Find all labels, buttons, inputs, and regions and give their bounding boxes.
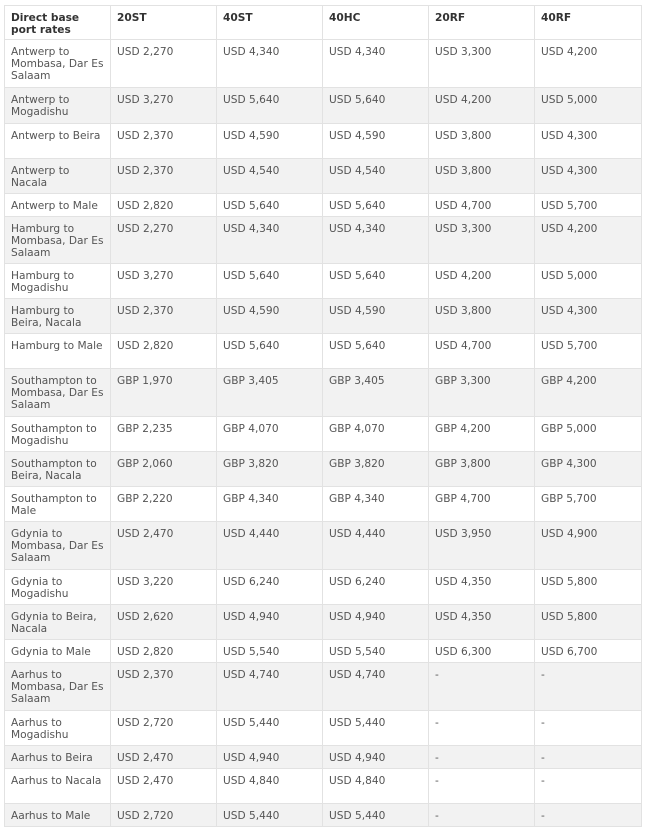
route-cell: Southampton to Beira, Nacala (5, 452, 111, 487)
route-cell: Antwerp to Mogadishu (5, 88, 111, 124)
rate-40rf-cell: - (535, 663, 642, 711)
rate-20rf-cell: USD 4,200 (429, 264, 535, 299)
rate-40st-cell: USD 5,640 (217, 88, 323, 124)
rate-20st-cell: USD 2,820 (111, 640, 217, 663)
rate-20st-cell: USD 3,270 (111, 88, 217, 124)
rate-40st-cell: USD 4,940 (217, 605, 323, 640)
table-row (5, 40, 642, 88)
rate-40rf-cell: USD 4,300 (535, 124, 642, 159)
table-row (5, 804, 642, 827)
rate-40hc-cell: USD 4,940 (323, 605, 429, 640)
table-row (5, 88, 642, 124)
rate-40st-cell: USD 4,840 (217, 769, 323, 804)
rate-40rf-cell: USD 4,200 (535, 217, 642, 264)
rate-40rf-cell: GBP 5,000 (535, 417, 642, 452)
header-20rf: 20RF (429, 6, 535, 40)
route-cell: Gdynia to Beira, Nacala (5, 605, 111, 640)
rate-20rf-cell: USD 3,300 (429, 217, 535, 264)
table-row (5, 487, 642, 522)
rate-20rf-cell: GBP 4,200 (429, 417, 535, 452)
rate-20rf-cell: - (429, 663, 535, 711)
rate-40hc-cell: USD 6,240 (323, 570, 429, 605)
rate-20st-cell: USD 2,620 (111, 605, 217, 640)
route-cell: Aarhus to Nacala (5, 769, 111, 804)
rate-20st-cell: GBP 1,970 (111, 369, 217, 417)
route-cell: Antwerp to Male (5, 194, 111, 217)
table-row (5, 640, 642, 663)
rate-20st-cell: USD 2,470 (111, 746, 217, 769)
rate-20rf-cell: USD 6,300 (429, 640, 535, 663)
rate-40hc-cell: USD 5,640 (323, 264, 429, 299)
rate-40hc-cell: USD 4,740 (323, 663, 429, 711)
rate-40hc-cell: USD 4,340 (323, 40, 429, 88)
route-cell: Hamburg to Mogadishu (5, 264, 111, 299)
table-row (5, 217, 642, 264)
rate-40hc-cell: USD 4,540 (323, 159, 429, 194)
rate-40rf-cell: GBP 4,300 (535, 452, 642, 487)
rate-40st-cell: USD 4,340 (217, 217, 323, 264)
rate-40st-cell: USD 6,240 (217, 570, 323, 605)
rate-20rf-cell: USD 4,700 (429, 334, 535, 369)
table-row (5, 417, 642, 452)
route-cell: Antwerp to Nacala (5, 159, 111, 194)
rate-20rf-cell: USD 4,350 (429, 570, 535, 605)
port-rates-table (4, 5, 642, 827)
rate-40rf-cell: GBP 5,700 (535, 487, 642, 522)
route-cell: Southampton to Male (5, 487, 111, 522)
rate-40rf-cell: USD 5,800 (535, 570, 642, 605)
rate-40hc-cell: USD 5,440 (323, 711, 429, 746)
rate-20st-cell: USD 2,370 (111, 124, 217, 159)
rate-40st-cell: USD 5,540 (217, 640, 323, 663)
rate-40hc-cell: USD 5,640 (323, 194, 429, 217)
route-cell: Aarhus to Mombasa, Dar Es Salaam (5, 663, 111, 711)
rate-20st-cell: GBP 2,060 (111, 452, 217, 487)
rate-40st-cell: USD 5,640 (217, 334, 323, 369)
route-cell: Aarhus to Mogadishu (5, 711, 111, 746)
rate-40rf-cell: USD 5,800 (535, 605, 642, 640)
table-row (5, 570, 642, 605)
rate-20rf-cell: USD 4,200 (429, 88, 535, 124)
rate-20st-cell: USD 2,270 (111, 40, 217, 88)
rate-20rf-cell: GBP 3,800 (429, 452, 535, 487)
table-row (5, 124, 642, 159)
rate-20rf-cell: - (429, 711, 535, 746)
rate-20st-cell: USD 2,470 (111, 769, 217, 804)
table-row (5, 334, 642, 369)
rate-40rf-cell: - (535, 769, 642, 804)
rate-40st-cell: USD 4,340 (217, 40, 323, 88)
route-cell: Antwerp to Mombasa, Dar Es Salaam (5, 40, 111, 88)
rate-40hc-cell: GBP 3,820 (323, 452, 429, 487)
table-row (5, 452, 642, 487)
rate-40rf-cell: USD 6,700 (535, 640, 642, 663)
rate-20rf-cell: USD 4,700 (429, 194, 535, 217)
table-row (5, 769, 642, 804)
table-row (5, 663, 642, 711)
header-40hc: 40HC (323, 6, 429, 40)
rate-40hc-cell: GBP 3,405 (323, 369, 429, 417)
route-cell: Gdynia to Mogadishu (5, 570, 111, 605)
rate-20rf-cell: USD 3,300 (429, 40, 535, 88)
table-row (5, 299, 642, 334)
rate-20rf-cell: USD 4,350 (429, 605, 535, 640)
rate-40rf-cell: - (535, 746, 642, 769)
header-40rf: 40RF (535, 6, 642, 40)
rate-40rf-cell: GBP 4,200 (535, 369, 642, 417)
rate-40hc-cell: USD 5,540 (323, 640, 429, 663)
table-row (5, 746, 642, 769)
rate-40hc-cell: USD 4,940 (323, 746, 429, 769)
table-header-row (5, 6, 642, 40)
rate-40st-cell: GBP 4,340 (217, 487, 323, 522)
rate-20st-cell: USD 2,370 (111, 663, 217, 711)
rate-40hc-cell: GBP 4,070 (323, 417, 429, 452)
route-cell: Hamburg to Mombasa, Dar Es Salaam (5, 217, 111, 264)
rate-40rf-cell: USD 4,900 (535, 522, 642, 570)
table-row (5, 159, 642, 194)
rate-40rf-cell: USD 5,000 (535, 264, 642, 299)
rate-40rf-cell: - (535, 711, 642, 746)
table-row (5, 369, 642, 417)
rate-40st-cell: GBP 3,405 (217, 369, 323, 417)
rate-40hc-cell: USD 4,440 (323, 522, 429, 570)
rate-40st-cell: GBP 4,070 (217, 417, 323, 452)
rate-20rf-cell: - (429, 804, 535, 827)
header-route: Direct base port rates (5, 6, 111, 40)
rate-40rf-cell: USD 4,300 (535, 159, 642, 194)
route-cell: Antwerp to Beira (5, 124, 111, 159)
rate-20rf-cell: - (429, 769, 535, 804)
rate-20st-cell: USD 2,720 (111, 804, 217, 827)
rate-20st-cell: USD 2,370 (111, 159, 217, 194)
route-cell: Southampton to Mogadishu (5, 417, 111, 452)
route-cell: Aarhus to Male (5, 804, 111, 827)
rate-20rf-cell: - (429, 746, 535, 769)
rate-40hc-cell: USD 4,340 (323, 217, 429, 264)
rate-20st-cell: USD 2,370 (111, 299, 217, 334)
rate-40rf-cell: - (535, 804, 642, 827)
rate-20rf-cell: GBP 4,700 (429, 487, 535, 522)
rate-20st-cell: USD 2,720 (111, 711, 217, 746)
header-20st: 20ST (111, 6, 217, 40)
rate-40hc-cell: USD 5,640 (323, 88, 429, 124)
rate-40rf-cell: USD 4,300 (535, 299, 642, 334)
rate-40hc-cell: USD 4,590 (323, 124, 429, 159)
rate-40st-cell: USD 4,540 (217, 159, 323, 194)
rate-40st-cell: USD 5,640 (217, 264, 323, 299)
rate-40st-cell: USD 4,440 (217, 522, 323, 570)
table-row (5, 522, 642, 570)
route-cell: Aarhus to Beira (5, 746, 111, 769)
rate-20rf-cell: USD 3,800 (429, 124, 535, 159)
rate-40st-cell: USD 4,590 (217, 124, 323, 159)
rate-20st-cell: USD 2,470 (111, 522, 217, 570)
rate-40hc-cell: USD 4,840 (323, 769, 429, 804)
rate-20st-cell: GBP 2,235 (111, 417, 217, 452)
rate-20rf-cell: USD 3,950 (429, 522, 535, 570)
route-cell: Hamburg to Beira, Nacala (5, 299, 111, 334)
rate-20st-cell: GBP 2,220 (111, 487, 217, 522)
route-cell: Hamburg to Male (5, 334, 111, 369)
rate-20st-cell: USD 2,820 (111, 194, 217, 217)
rate-40st-cell: USD 5,440 (217, 711, 323, 746)
rate-40st-cell: USD 4,940 (217, 746, 323, 769)
rate-40hc-cell: USD 4,590 (323, 299, 429, 334)
rate-40rf-cell: USD 5,700 (535, 194, 642, 217)
route-cell: Southampton to Mombasa, Dar Es Salaam (5, 369, 111, 417)
rate-20rf-cell: GBP 3,300 (429, 369, 535, 417)
rate-40st-cell: USD 4,740 (217, 663, 323, 711)
rate-20rf-cell: USD 3,800 (429, 299, 535, 334)
rate-20st-cell: USD 3,220 (111, 570, 217, 605)
rate-40st-cell: GBP 3,820 (217, 452, 323, 487)
header-40st: 40ST (217, 6, 323, 40)
rate-40hc-cell: USD 5,640 (323, 334, 429, 369)
table-body (5, 40, 642, 827)
table-row (5, 605, 642, 640)
rate-20st-cell: USD 2,820 (111, 334, 217, 369)
rate-40st-cell: USD 5,640 (217, 194, 323, 217)
rate-40hc-cell: GBP 4,340 (323, 487, 429, 522)
rate-20st-cell: USD 2,270 (111, 217, 217, 264)
rate-20rf-cell: USD 3,800 (429, 159, 535, 194)
rate-20st-cell: USD 3,270 (111, 264, 217, 299)
rate-40rf-cell: USD 5,000 (535, 88, 642, 124)
route-cell: Gdynia to Male (5, 640, 111, 663)
table-row (5, 711, 642, 746)
rates-table-container (4, 5, 641, 827)
rate-40rf-cell: USD 4,200 (535, 40, 642, 88)
table-row (5, 264, 642, 299)
rate-40rf-cell: USD 5,700 (535, 334, 642, 369)
rate-40st-cell: USD 5,440 (217, 804, 323, 827)
route-cell: Gdynia to Mombasa, Dar Es Salaam (5, 522, 111, 570)
table-row (5, 194, 642, 217)
rate-40hc-cell: USD 5,440 (323, 804, 429, 827)
rate-40st-cell: USD 4,590 (217, 299, 323, 334)
